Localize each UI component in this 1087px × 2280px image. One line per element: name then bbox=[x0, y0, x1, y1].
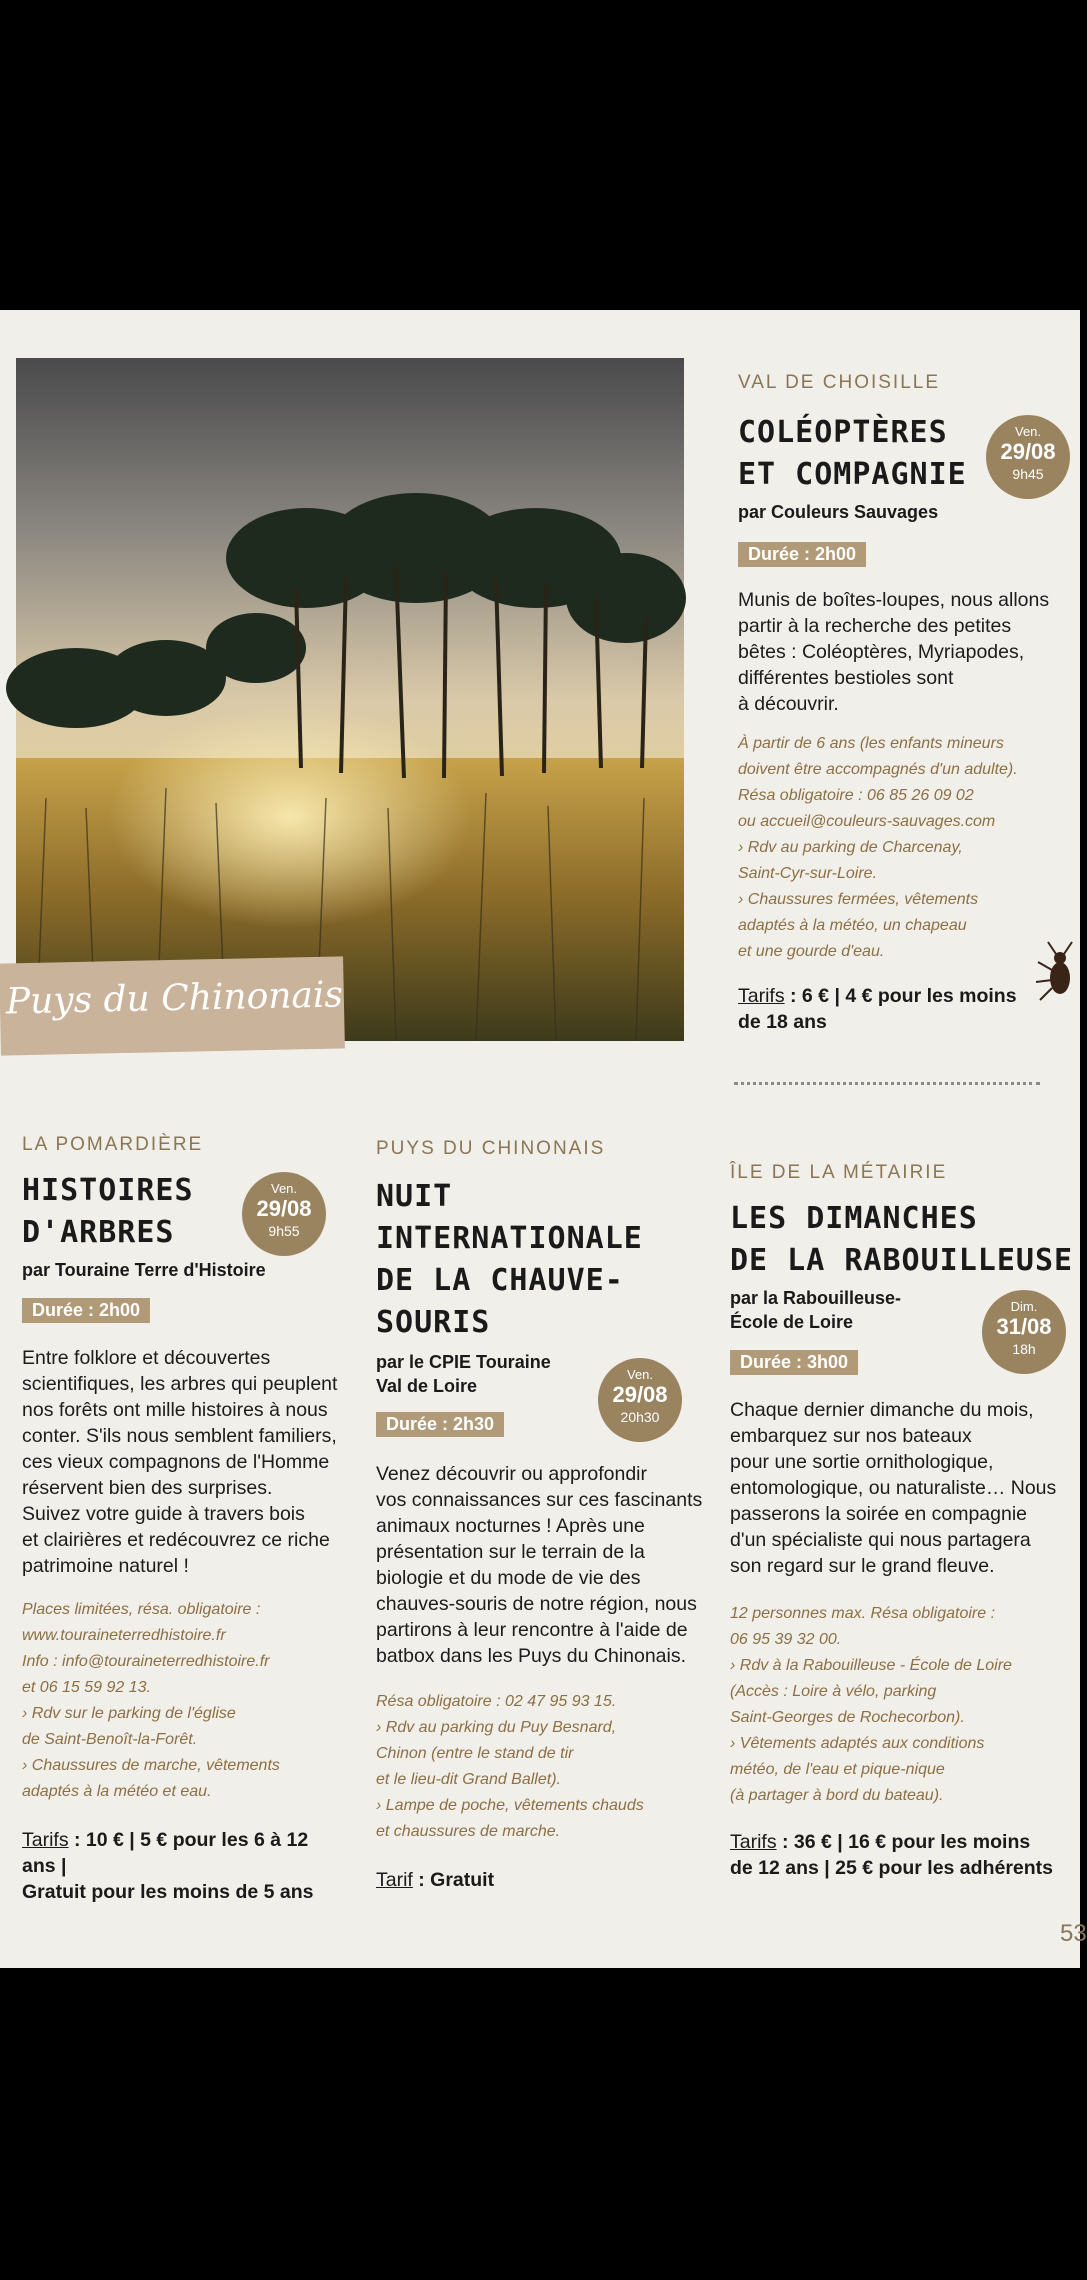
magazine-page bbox=[0, 310, 1087, 1968]
beetle-icon bbox=[1030, 940, 1080, 1010]
duration-badge: Durée : 2h00 bbox=[738, 542, 866, 567]
date-badge: Ven. 29/08 9h55 bbox=[242, 1172, 326, 1256]
date-badge: Dim. 31/08 18h bbox=[982, 1290, 1066, 1374]
event-description: Venez découvrir ou approfondir vos connaissances sur ces fascinants animaux nocturnes ! Après une présentation sur le terrain de la biologie et du mode de vie des chauves-souris de notre région, nous partirons à leur rencontre à l'aide de batbox dans les Puys du Chinonais. bbox=[376, 1463, 703, 1667]
page-number: 53 bbox=[1060, 1920, 1087, 1947]
event-location: ÎLE DE LA MÉTAIRIE bbox=[730, 1162, 948, 1183]
location-banner bbox=[0, 956, 345, 1055]
event-tarif: Tarifs : 36 € | 16 € pour les moins de 12 ans | 25 € pour les adhérents bbox=[730, 1831, 1054, 1879]
event-organizer: par Touraine Terre d'Histoire bbox=[22, 1260, 266, 1280]
event-dimanches-rabouilleuse bbox=[730, 1162, 1075, 1881]
event-info: Résa obligatoire : 02 47 95 93 15. › Rdv au parking du Puy Besnard, Chinon (entre le stand de tir et le lieu-dit Grand Ballet). › Lampe de poche, vêtements chauds et chaussures de marche. bbox=[376, 1693, 644, 1840]
event-description: Munis de boîtes-loupes, nous allons partir à la recherche des petites bêtes : Coléoptères, Myriapodes, différentes bestioles sont à découvrir. bbox=[738, 589, 1050, 715]
landscape-photo bbox=[16, 358, 684, 1041]
banner-text: Puys du Chinonais bbox=[5, 974, 344, 1023]
event-info: À partir de 6 ans (les enfants mineurs doivent être accompagnés d'un adulte). Résa obligatoire : 06 85 26 09 02 ou accueil@couleurs-sauvages.com › Rdv au parking de Charcenay, Saint-Cyr-sur-Loire. › Chaussures fermées, vêtements adaptés à la météo, un chapeau et une gourde d'eau. bbox=[738, 735, 1018, 960]
event-title: HISTOIRES D'ARBRES bbox=[22, 1173, 194, 1250]
event-title: NUIT INTERNATIONALE DE LA CHAUVE- SOURIS bbox=[376, 1179, 643, 1340]
event-organizer: par la Rabouilleuse- École de Loire bbox=[730, 1288, 902, 1332]
date-badge: Ven. 29/08 9h45 bbox=[986, 415, 1070, 499]
event-title: LES DIMANCHES DE LA RABOUILLEUSE bbox=[730, 1201, 1074, 1278]
event-description: Entre folklore et découvertes scientifiques, les arbres qui peuplent nos forêts ont mille histoires à nous conter. S'ils nous semblent familiers, ces vieux compagnons de l'Homme réservent bien des surprises. Suivez votre guide à travers bois et clairières et redécouvrez ce riche patrimoine naturel ! bbox=[22, 1347, 338, 1577]
event-location: VAL DE CHOISILLE bbox=[738, 372, 941, 393]
date-badge: Ven. 29/08 20h30 bbox=[598, 1358, 682, 1442]
event-tarif: Tarifs : 10 € | 5 € pour les 6 à 12 ans | Gratuit pour les moins de 5 ans bbox=[22, 1829, 314, 1903]
event-info: 12 personnes max. Résa obligatoire : 06 95 39 32 00. › Rdv à la Rabouilleuse - École de Loire (Accès : Loire à vélo, parking Saint-Georges de Rochecorbon). › Vêtements adaptés aux conditions météo, de l'eau et pique-nique (à partager à bord du bateau). bbox=[730, 1605, 1012, 1804]
event-location: PUYS DU CHINONAIS bbox=[376, 1138, 606, 1159]
event-tarif: Tarif : Gratuit bbox=[376, 1869, 495, 1891]
dotted-divider bbox=[734, 1082, 1040, 1085]
event-info: Places limitées, résa. obligatoire : www.touraineterredhistoire.fr Info : info@touraineterredhistoire.fr et 06 15 59 92 13. › Rdv sur le parking de l'église de Saint-Benoît-la-Forêt. › Chaussures de marche, vêtements adaptés à la météo et eau. bbox=[22, 1601, 280, 1800]
event-organizer: par Couleurs Sauvages bbox=[738, 502, 939, 522]
event-tarif: Tarifs : 6 € | 4 € pour les moins de 18 ans bbox=[738, 985, 1017, 1033]
event-description: Chaque dernier dimanche du mois, embarquez sur nos bateaux pour une sortie ornithologique, entomologique, ou naturaliste… Nous passerons la soirée en compagnie d'un spécialiste qui nous partagera son regard sur le grand fleuve. bbox=[730, 1399, 1057, 1577]
duration-badge: Durée : 2h30 bbox=[376, 1412, 504, 1437]
duration-badge: Durée : 2h00 bbox=[22, 1298, 150, 1323]
event-organizer: par le CPIE Touraine Val de Loire bbox=[376, 1352, 551, 1396]
event-nuit-chauve-souris bbox=[376, 1138, 716, 1893]
event-title: COLÉOPTÈRES ET COMPAGNIE bbox=[738, 415, 967, 492]
event-location: LA POMARDIÈRE bbox=[22, 1134, 204, 1155]
duration-badge: Durée : 3h00 bbox=[730, 1350, 858, 1375]
